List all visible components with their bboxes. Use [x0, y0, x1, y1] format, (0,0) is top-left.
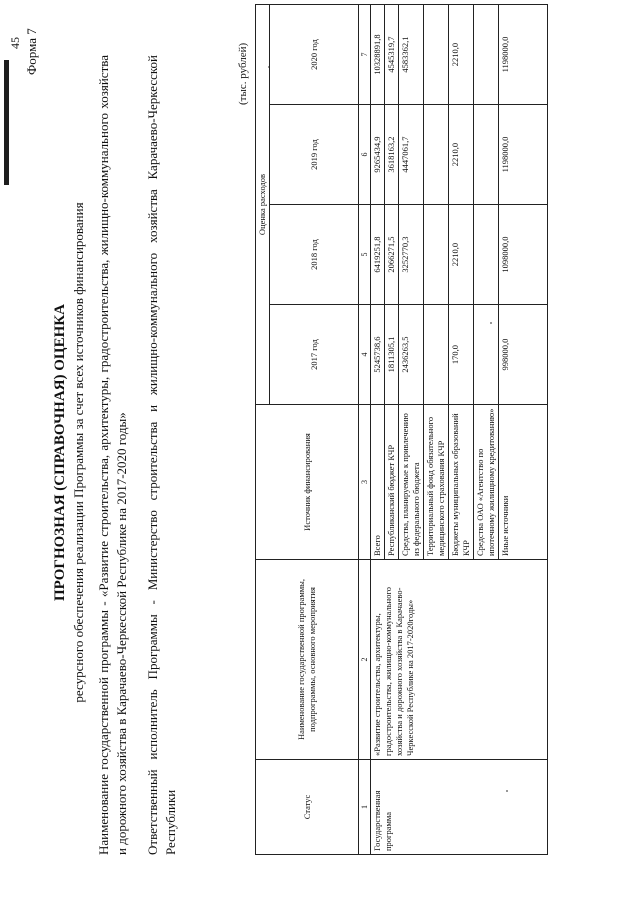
program-cell: «Развитие строительства, архитектуры, градостроительства, жилищно-коммунального хозяйства и дорожного хозяйства в Карачаево-Черкесской Республике на 2017-2020годы» [371, 560, 548, 760]
value-cell: 2210,0 [449, 105, 474, 205]
header-year: 2018 год [270, 205, 359, 305]
value-cell: 4447061,7 [399, 105, 424, 205]
source-cell: Иные источники [499, 405, 548, 560]
column-number: 6 [359, 105, 371, 205]
header-status: Статус [256, 760, 359, 855]
value-cell: 170,0 [449, 305, 474, 405]
value-cell [474, 105, 499, 205]
value-cell: 2066271,5 [385, 205, 399, 305]
program-name-paragraph: Наименование государственной программы - «Развитие строительства, архитектуры, градостроительства, жилищно-коммунального хозяйства и дорожного хозяйства в Карачаево-Черкесской Республике на 2017-2020 годы» [96, 55, 129, 855]
header-name: Наименование государственной программы, подпрограммы, основного мероприятия [256, 560, 359, 760]
header-estimate: Оценка расходов [256, 5, 270, 405]
value-cell: 4545319,7 [385, 5, 399, 105]
value-cell [474, 205, 499, 305]
value-cell: 1198000,0 [499, 5, 548, 105]
document-title: ПРОГНОЗНАЯ (СПРАВОЧНАЯ) ОЦЕНКА [52, 304, 68, 601]
value-cell [424, 305, 449, 405]
value-cell [424, 205, 449, 305]
source-cell: Средства, планируемые к привлечению из федерального бюджета [399, 405, 424, 560]
value-cell: 5245738,6 [371, 305, 385, 405]
value-cell [424, 105, 449, 205]
header-year: 2019 год [270, 105, 359, 205]
executor-paragraph: Ответственный исполнитель Программы - Министерство строительства и жилищно-коммунального хозяйства Карачаево-Черкесской Республики [145, 55, 178, 855]
value-cell: 998000,0 [499, 305, 548, 405]
column-number: 3 [359, 405, 371, 560]
source-cell: Республиканский бюджет КЧР [385, 405, 399, 560]
value-cell: 1811305,1 [385, 305, 399, 405]
column-number: 1 [359, 760, 371, 855]
value-cell: 4583362,1 [399, 5, 424, 105]
page-number: 45 [8, 37, 22, 49]
table-row [371, 5, 385, 855]
value-cell: 6419251,8 [371, 205, 385, 305]
funding-table [255, 4, 548, 855]
header-source: Источник финансирования [256, 405, 359, 560]
source-cell: Территориальный фонд обязательного медицинского страхования КЧР [424, 405, 449, 560]
document-subtitle: ресурсного обеспечения реализации Программы за счет всех источников финансирования [71, 202, 86, 703]
value-cell: 2210,0 [449, 205, 474, 305]
status-cell: Государственная программа [371, 760, 548, 855]
source-cell: Бюджеты муниципальных образований КЧР [449, 405, 474, 560]
value-cell [474, 305, 499, 405]
value-cell: 2436263,5 [399, 305, 424, 405]
column-number: 7 [359, 5, 371, 105]
table-header-row [256, 5, 270, 855]
column-number: 2 [359, 560, 371, 760]
value-cell: 3252770,3 [399, 205, 424, 305]
value-cell: 3618163,2 [385, 105, 399, 205]
source-cell: Всего [371, 405, 385, 560]
column-number-row [359, 5, 371, 855]
value-cell: 1198000,0 [499, 105, 548, 205]
value-cell [424, 5, 449, 105]
column-number: 4 [359, 305, 371, 405]
value-cell: 9265434,9 [371, 105, 385, 205]
value-cell: 10328891,8 [371, 5, 385, 105]
column-number: 5 [359, 205, 371, 305]
form-label: Форма 7 [24, 28, 39, 75]
value-cell [474, 5, 499, 105]
header-year: 2017 год [270, 305, 359, 405]
value-cell: 2210,0 [449, 5, 474, 105]
value-cell: 1098000,0 [499, 205, 548, 305]
header-year: 2020 год [270, 5, 359, 105]
units-label: (тыс. рублей) [237, 42, 249, 105]
source-cell: Средства ОАО «Агентство по ипотечному жилищному кредитованию» [474, 405, 499, 560]
